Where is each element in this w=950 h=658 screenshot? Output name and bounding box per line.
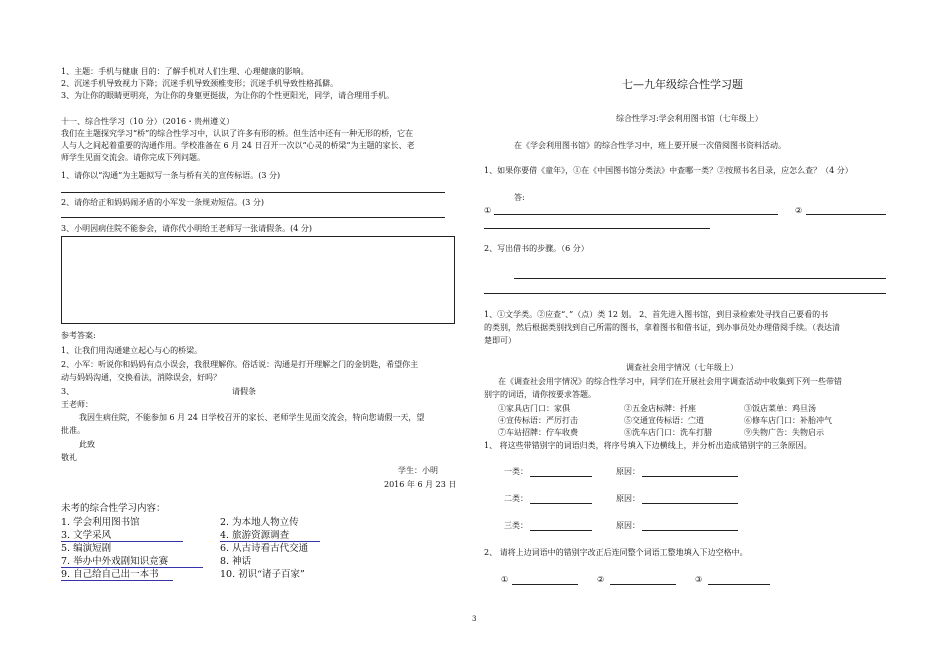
closing-1: 此致 — [79, 440, 95, 449]
reason-label-2: 原因： — [616, 494, 640, 503]
question-1: 1、请你以“沟通”为主题拟写一条与桥有关的宣传标语。(3 分) — [61, 171, 281, 180]
survey-question-2: 2、 请将上边词语中的错别字改正后连同整个词语工整地填入下边空格中。 — [484, 548, 748, 557]
library-question-1: 1、如果你要借《童年》，①在《中国图书馆分类法》中查哪一类？②按照书名目录，应怎么查？（4 分） — [484, 166, 853, 175]
reason-blank-3[interactable] — [642, 530, 738, 531]
survey-title: 调查社会用字情况（七年级上） — [626, 363, 738, 372]
topics-heading: 未考的综合性学习内容： — [61, 503, 166, 514]
survey-question-1: 1、 将这些带错别字的词语归类，将序号填入下边横线上，并分析出造成错别字的三条原因。 — [484, 441, 812, 450]
answer-1: 1、让我们用沟通建立起心与心的桥梁。 — [61, 346, 203, 355]
section-11-body-1: 我们在主题探究学习“桥”的综合性学习中，认识了许多有形的桥。但生活中还有一种无形的桥，它在 — [61, 129, 414, 138]
answer-line-1[interactable] — [61, 192, 445, 193]
answer-blank-2[interactable] — [806, 214, 886, 215]
steps-line-1[interactable] — [514, 278, 886, 279]
library-intro: 在《学会利用图书馆》的综合性学习中，班上要开展一次借阅图书资料活动。 — [514, 141, 786, 150]
library-answer-line-3: 楚即可） — [484, 336, 516, 345]
answer-3-number: 3、 — [61, 387, 75, 396]
blank-marker-1: ① — [484, 206, 492, 215]
word-item: ⑨失物广告：失物启示 — [744, 428, 824, 437]
category-blank-2[interactable] — [530, 503, 592, 504]
answers-heading: 参考答案: — [61, 331, 96, 340]
intro-line-3: 3、为让你的眼睛更明亮，为让你的身躯更挺拔，为让你的个性更阳光，同学，请合理用手机。 — [61, 91, 395, 100]
note-date: 2016 年 6 月 23 日 — [384, 480, 457, 489]
leave-note-title: 请假条 — [232, 387, 256, 396]
section-11-body-2: 人与人之间起着重要的沟通作用。学校准备在 6 月 24 日召开一次以“心灵的桥梁”为主题的家长、老 — [61, 141, 415, 150]
correction-marker-1: ① — [501, 575, 509, 584]
correction-blank-2[interactable] — [610, 584, 676, 585]
topic-item: 3. 文学采风 — [61, 531, 183, 542]
subtitle: 综合性学习:学会利用图书馆（七年级上） — [616, 114, 763, 123]
survey-intro-1: 在《调查社会用字情况》的综合性学习中，同学们在开展社会用字调查活动中收集到下列一些带错 — [498, 377, 842, 386]
blank-marker-2: ② — [795, 206, 803, 215]
topic-item: 10. 初识“诸子百家” — [220, 569, 305, 580]
section-11-body-3: 师学生见面交流会。请你完成下列问题。 — [61, 153, 205, 162]
question-2: 2、请你给正和妈妈闹矛盾的小军发一条规劝短信。(3 分) — [61, 198, 264, 207]
topic-item: 9. 自己给自己出一本书 — [61, 570, 173, 581]
section-11-title: 十一、综合性学习（10 分）（2016・贵州遵义） — [61, 117, 235, 126]
category-label-2: 二类： — [504, 494, 528, 503]
word-item: ⑧洗车店门口：洗车打腊 — [624, 428, 712, 437]
word-item: ⑤交通宣传标语：㝉道 — [624, 416, 704, 425]
word-item: ⑦车站招牌：佇车收费 — [498, 428, 578, 437]
intro-line-2: 2、沉迷手机导致视力下降；沉迷手机导致颈椎变形；沉迷手机导致性格孤僻。 — [61, 79, 339, 88]
topic-item: 2. 为本地人物立传 — [220, 517, 299, 528]
note-body-line-2: 批准。 — [61, 426, 85, 435]
intro-line-1: 1、主题：手机与健康 目的：了解手机对人们生理、心理健康的影响。 — [61, 67, 309, 76]
library-answer-line-1: 1、①文学类。②应查“、”（点）类 12 划。 2、首先进入图书馆，到目录检索处寻找自己要看的书 — [484, 310, 829, 319]
answer-blank-1[interactable] — [494, 214, 778, 215]
reason-blank-1[interactable] — [642, 476, 738, 477]
reason-blank-2[interactable] — [642, 503, 738, 504]
correction-blank-3[interactable] — [708, 584, 770, 585]
library-question-2: 2、写出借书的步骤。（6 分） — [484, 244, 589, 253]
word-item: ①家具店门口：家俱 — [498, 404, 570, 413]
answer-label: 答: — [514, 193, 525, 202]
topic-item: 1. 学会利用图书馆 — [61, 517, 140, 528]
survey-intro-2: 别字的词语，请你按要求答题。 — [484, 390, 596, 399]
word-item: ⑥修车店门口：补胎冲气 — [744, 416, 832, 425]
category-label-3: 三类： — [504, 521, 528, 530]
word-item: ②五金店标牌：扦座 — [624, 404, 696, 413]
topic-item: 8. 神话 — [220, 556, 252, 567]
answer-2-line-1: 2、小军：听说你和妈妈有点小误会，我很理解你。俗话说：沟通是打开理解之门的金钥匙，希望你主 — [61, 360, 419, 369]
reason-label-1: 原因： — [616, 467, 640, 476]
correction-blank-1[interactable] — [512, 584, 578, 585]
salutation: 王老师： — [61, 400, 93, 409]
question-3: 3、小明因病住院不能参会，请你代小明给王老师写一张请假条。(4 分) — [61, 224, 312, 233]
answer-blank-1-cont[interactable] — [484, 228, 710, 229]
topic-item: 7. 举办中外戏剧知识竞赛 — [61, 557, 203, 568]
signer: 学生：小明 — [398, 466, 438, 475]
correction-marker-2: ② — [597, 575, 605, 584]
category-label-1: 一类： — [504, 467, 528, 476]
category-blank-3[interactable] — [530, 530, 592, 531]
topic-item: 4. 旅游资源调查 — [220, 531, 320, 542]
word-item: ④宣传标语：严厉打击 — [498, 416, 578, 425]
leave-note-box[interactable] — [61, 236, 455, 324]
reason-label-3: 原因： — [616, 521, 640, 530]
correction-marker-3: ③ — [695, 575, 703, 584]
closing-2: 敬礼 — [61, 453, 77, 462]
library-answer-line-2: 的类别，然后根据类别找到自己所需的图书，拿着图书和借书证，到办事员处办理借阅手续。（表达清 — [484, 323, 840, 332]
steps-line-2[interactable] — [484, 293, 886, 294]
word-item: ③饭店菜单：鸡旦汤 — [744, 404, 816, 413]
answer-line-2[interactable] — [61, 217, 445, 218]
topic-item: 6. 从古诗看古代交通 — [220, 543, 309, 554]
note-body-line-1: 我因生病住院，不能参加 6 月 24 日学校召开的家长、老师学生见面交流会，特向您请假一天，望 — [79, 413, 425, 422]
category-blank-1[interactable] — [530, 476, 592, 477]
page-title: 七—九年级综合性学习题 — [622, 78, 743, 91]
answer-2-line-2: 动与妈妈沟通，交换看法，消除误会，好吗？ — [61, 373, 221, 382]
topic-item: 5. 编演短剧 — [61, 543, 112, 554]
page-number: 3 — [472, 615, 477, 623]
